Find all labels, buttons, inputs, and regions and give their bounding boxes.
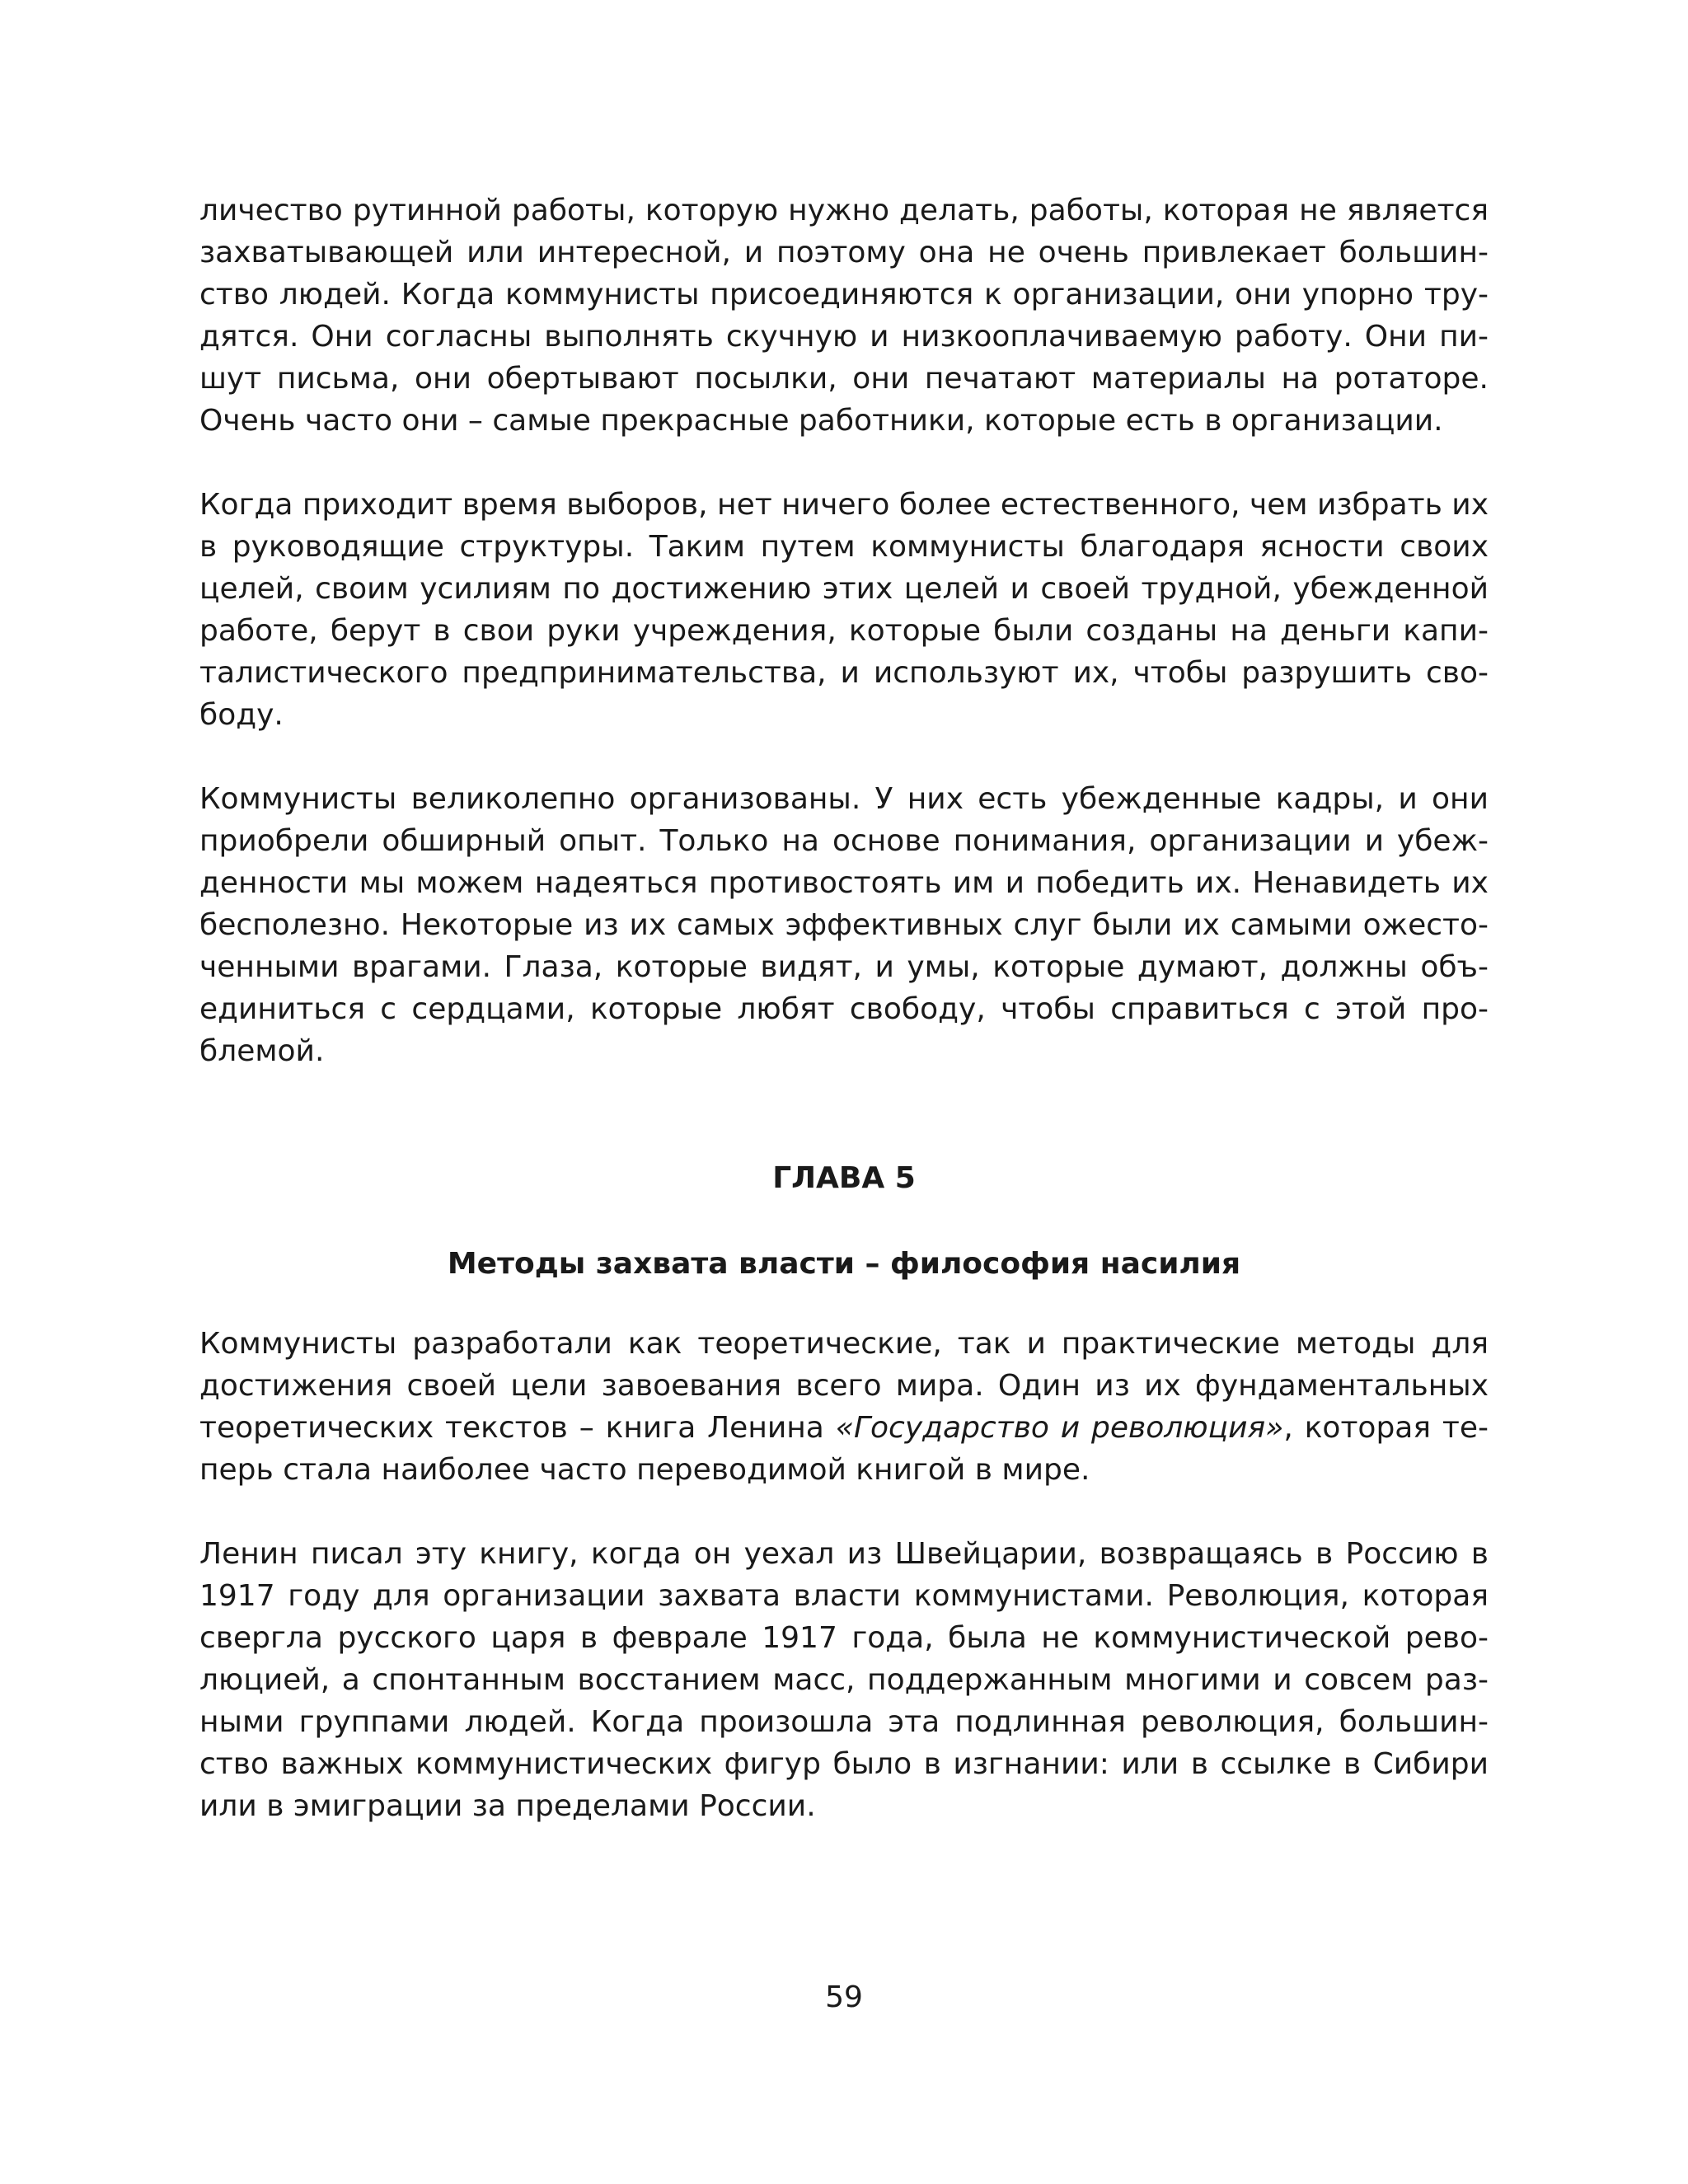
chapter-heading: ГЛАВА 5 [772, 1161, 916, 1195]
paragraph: Когда приходит время выборов, нет ничего более естественного, чем избрать их в руководящие структуры. Таким путем коммунисты благодаря ясности своих целей, своим усилиям по достижению этих целей и своей трудной, убежденной работе, берут в свои руки учреждения, которые были созданы на деньги капиталистического предпринимательства, и используют их, чтобы разрушить свободу. [199, 488, 1489, 732]
paragraph: Ленин писал эту книгу, когда он уехал из Швейцарии, возвращаясь в Россию в 1917 году для организации захвата власти коммунистами. Революция, которая свергла русского царя в феврале 1917 года, была не коммунистической революцией, а спонтанным восстанием масс, поддержанным многими и совсем разными группами людей. Когда произошла эта подлинная революция, большинство важных коммунистических фигур было в изгнании: или в ссылке в Сибири или в эмиграции за пределами России. [199, 1537, 1489, 1823]
chapter-body [199, 1323, 1489, 1827]
paragraph-text: Коммунисты разработали как теоретические, так и практические методы для достижения своей цели завоевания всего мира. Один из их фундаментальных теоретических текстов – книга Ленина [199, 1327, 1489, 1445]
paragraph [199, 1323, 1489, 1491]
paragraph: личество рутинной работы, которую нужно делать, работы, которая не является захватывающей или интересной, и поэтому она не очень привлекает большинство людей. Когда коммунисты присоединяются к организации, они упорно трудятся. Они согласны выполнять скучную и низкооплачиваемую работу. Они пишут письма, они обертывают посылки, они печатают материалы на ротаторе. Очень часто они – самые прекрасные работники, которые есть в организации. [199, 194, 1489, 438]
body-text-top [199, 190, 1489, 1072]
chapter-subtitle: Методы захвата власти – философия насилия [447, 1247, 1241, 1281]
paragraph: Коммунисты великолепно организованы. У них есть убежденные кадры, и они приобрели обширный опыт. Только на основе понимания, организации и убежденности мы можем надеяться противостоять им и победить их. Ненавидеть их бесполезно. Некоторые из их самых эффективных слуг были их самыми ожесточенными врагами. Глаза, которые видят, и умы, которые думают, должны объединиться с сердцами, которые любят свободу, чтобы справиться с этой проблемой. [199, 782, 1489, 1068]
paragraph-text: , которая теперь стала наиболее часто переводимой книгой в мире. [199, 1411, 1489, 1487]
book-title: «Государство и революция» [835, 1411, 1284, 1445]
page-number: 59 [825, 1980, 863, 2014]
